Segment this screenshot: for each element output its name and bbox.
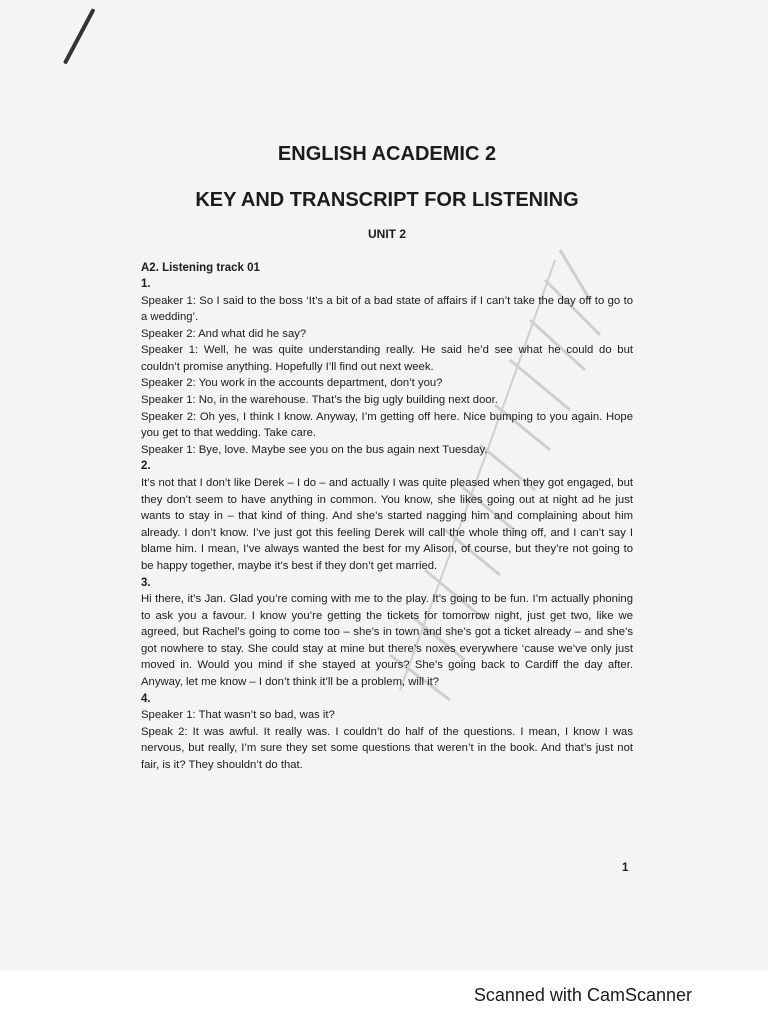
- transcript-block-3: [141, 575, 633, 691]
- document-subtitle: KEY AND TRANSCRIPT FOR LISTENING: [195, 189, 579, 211]
- pen-stroke-mark: [63, 8, 96, 65]
- block-number: 1.: [141, 278, 151, 290]
- transcript-block-1: [141, 276, 633, 458]
- document-body: [141, 140, 633, 773]
- transcript-paragraph: It’s not that I don’t like Derek – I do – and actually I was quite pleased when they got engaged, but they don’t seem to have anything in common. You know, she likes going out at night ad he just wants to stay in – that kind of thing. And she’s started nagging him and complaining about him already. I don’t know. I’ve just got this feeling Derek will call the whole thing off, and I can’t say I blame him. I mean, I’ve always wanted the best for my Alison, of course, but they’re not going to be happy together, maybe it’s best if they don’t get married.: [141, 476, 633, 572]
- transcript-line: Speaker 1: So I said to the boss ‘It’s a bit of a bad state of affairs if I can’t take the day off to go to a wedding’.: [141, 294, 633, 324]
- block-number: 2.: [141, 460, 151, 473]
- transcript-line: Speaker 1: Bye, love. Maybe see you on the bus again next Tuesday.: [141, 443, 488, 456]
- transcript-block-2: [141, 458, 633, 574]
- transcript-line: Speaker 1: No, in the warehouse. That’s the big ugly building next door.: [141, 394, 498, 407]
- document-title: ENGLISH ACADEMIC 2: [277, 143, 497, 165]
- transcript-line: Speaker 1: That wasn’t so bad, was it?: [141, 709, 335, 722]
- transcript-line: Speaker 2: You work in the accounts department, don’t you?: [141, 377, 443, 390]
- page-number: 1: [622, 862, 629, 874]
- block-number: 4.: [141, 692, 151, 705]
- section-heading: A2. Listening track 01: [141, 262, 260, 274]
- block-number: 3.: [141, 576, 151, 589]
- transcript-line: Speaker 2: Oh yes, I think I know. Anyway, I’m getting off here. Nice bumping to you again. Hope you get to that wedding. Take care.: [141, 410, 633, 440]
- transcript-line: Speaker 1: Well, he was quite understanding really. He said he’d see what he could do but couldn’t promise anything. Hopefully I’ll find out next week.: [141, 344, 633, 373]
- transcript-line: Speak 2: It was awful. It really was. I couldn’t do half of the questions. I mean, I know I was nervous, but really, I’m sure they set some questions that weren’t in the book. And that’s just not fair, is it? They shouldn’t do that.: [141, 725, 633, 771]
- scanner-watermark-text: Scanned with CamScanner: [473, 985, 692, 1005]
- transcript-block-4: [141, 691, 633, 774]
- unit-heading: UNIT 2: [367, 227, 406, 241]
- transcript-paragraph: Hi there, it’s Jan. Glad you’re coming with me to the play. It’s going to be fun. I’m actually phoning to ask you a favour. I know you’re getting the tickets for tomorrow night, just get two, like we agreed, but Rachel’s going to come too – she’s in town and she’s got a ticket already – and she’s got nowhere to stay. She could stay at mine but there’s noxes everywhere ‘cause we’ve only just moved in. Would you mind if she stayed at yours? She’s going back to Cardiff the day after. Anyway, let me know – I don’t think it’ll be a problem, will it?: [141, 593, 633, 688]
- transcript-line: Speaker 2: And what did he say?: [141, 327, 307, 340]
